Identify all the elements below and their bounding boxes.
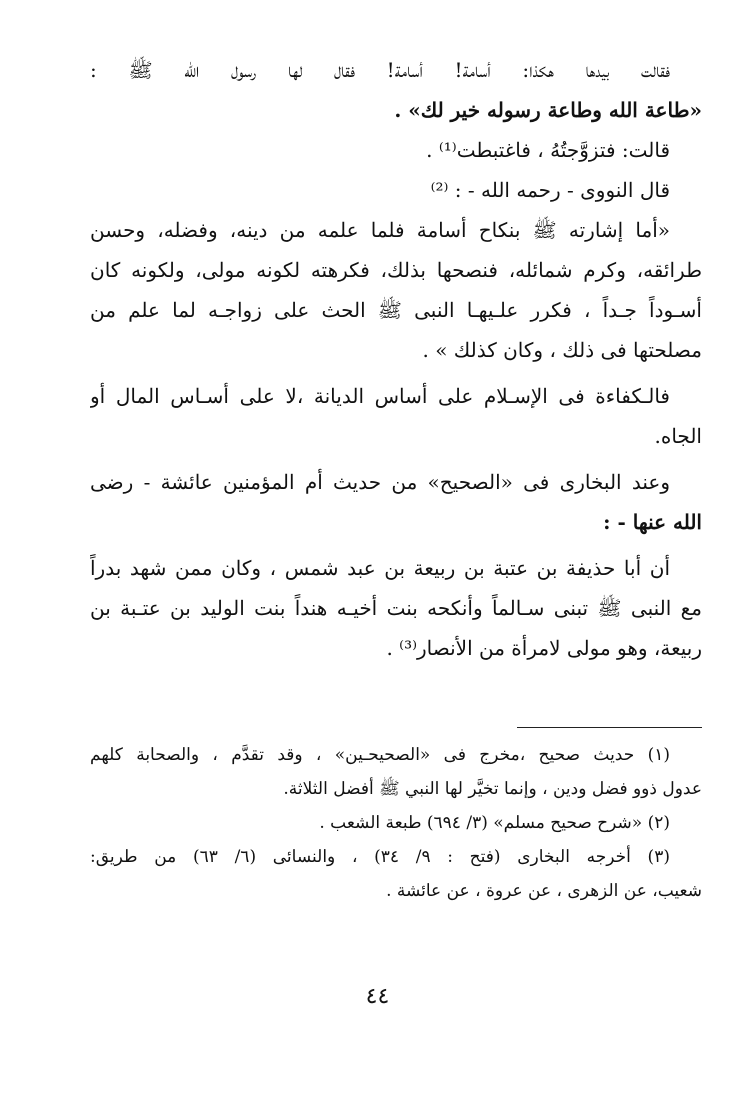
body-line: ربيعة، وهو مولى لامرأة من الأنصار⁽³⁾ .: [386, 636, 702, 660]
footnotes: [90, 738, 702, 908]
footnote-line: عدول ذوو فضل ودين ، وإنما تخيَّر لها النبي ﷺ أفضل الثلاثة.: [283, 779, 702, 799]
footnote-line: (٢) «شرح صحيح مسلم» (٣/ ٦٩٤) طبعة الشعب .: [319, 813, 670, 833]
body-line: أن أبا حذيفة بن عتبة بن ربيعة بن عبد شمس ، وكان ممن شهد بدراً: [90, 556, 670, 580]
body-line: طرائقه، وكرم شمائله، فنصحها بذلك، فكرهته لكونه مولى، ولكونه كان: [90, 258, 702, 282]
body-line: الله عنها - :: [603, 510, 702, 534]
body-line: مع النبى ﷺ تبنى سـالماً وأنكحه بنت أخيـه هنداً بنت الوليد بن عتـبة بن: [90, 596, 702, 620]
footnote-divider: [517, 727, 702, 728]
body-line: الجاه.: [654, 424, 702, 448]
body-line: مصلحتها فى ذلك ، وكان كذلك » .: [422, 338, 702, 362]
body-line: فالـكفاءة فى الإسـلام على أساس الديانة ،لا على أسـاس المال أو: [90, 384, 670, 408]
body-line: أسـوداً جـداً ، فكرر علـيهـا النبى ﷺ الحث على زواجـه لما علم من: [90, 298, 702, 322]
footnote-line: (١) حديث صحيح ،مخرج فى «الصحيحـين» ، وقد تقدَّم ، والصحابة كلهم: [90, 745, 670, 765]
body-line: وعند البخارى فى «الصحيح» من حديث أم المؤمنين عائشة - رضى: [90, 470, 670, 494]
body-line: فقالت بيدها هكذا: أسامة! أسامة! فقال لها رسول الله ﷺ :: [90, 58, 670, 82]
footnote-line: شعيب، عن الزهرى ، عن عروة ، عن عائشة .: [386, 881, 702, 901]
footnote-line: (٣) أخرجه البخارى (فتح : ٩/ ٣٤) ، والنسائى (٦/ ٦٣) من طريق:: [90, 847, 670, 867]
body-line: قال النووى - رحمه الله - : ⁽²⁾: [430, 178, 670, 202]
body-line: «أما إشارته ﷺ بنكاح أسامة فلما علمه من دينه، وفضله، وحسن: [90, 218, 670, 242]
main-text: [90, 50, 702, 668]
body-line: قالت: فتزوَّجتُهُ ، فاغتبطت⁽¹⁾ .: [426, 138, 670, 162]
page-number: ٤٤: [365, 984, 390, 1009]
body-line: «طاعة الله وطاعة رسوله خير لك» .: [394, 98, 702, 122]
